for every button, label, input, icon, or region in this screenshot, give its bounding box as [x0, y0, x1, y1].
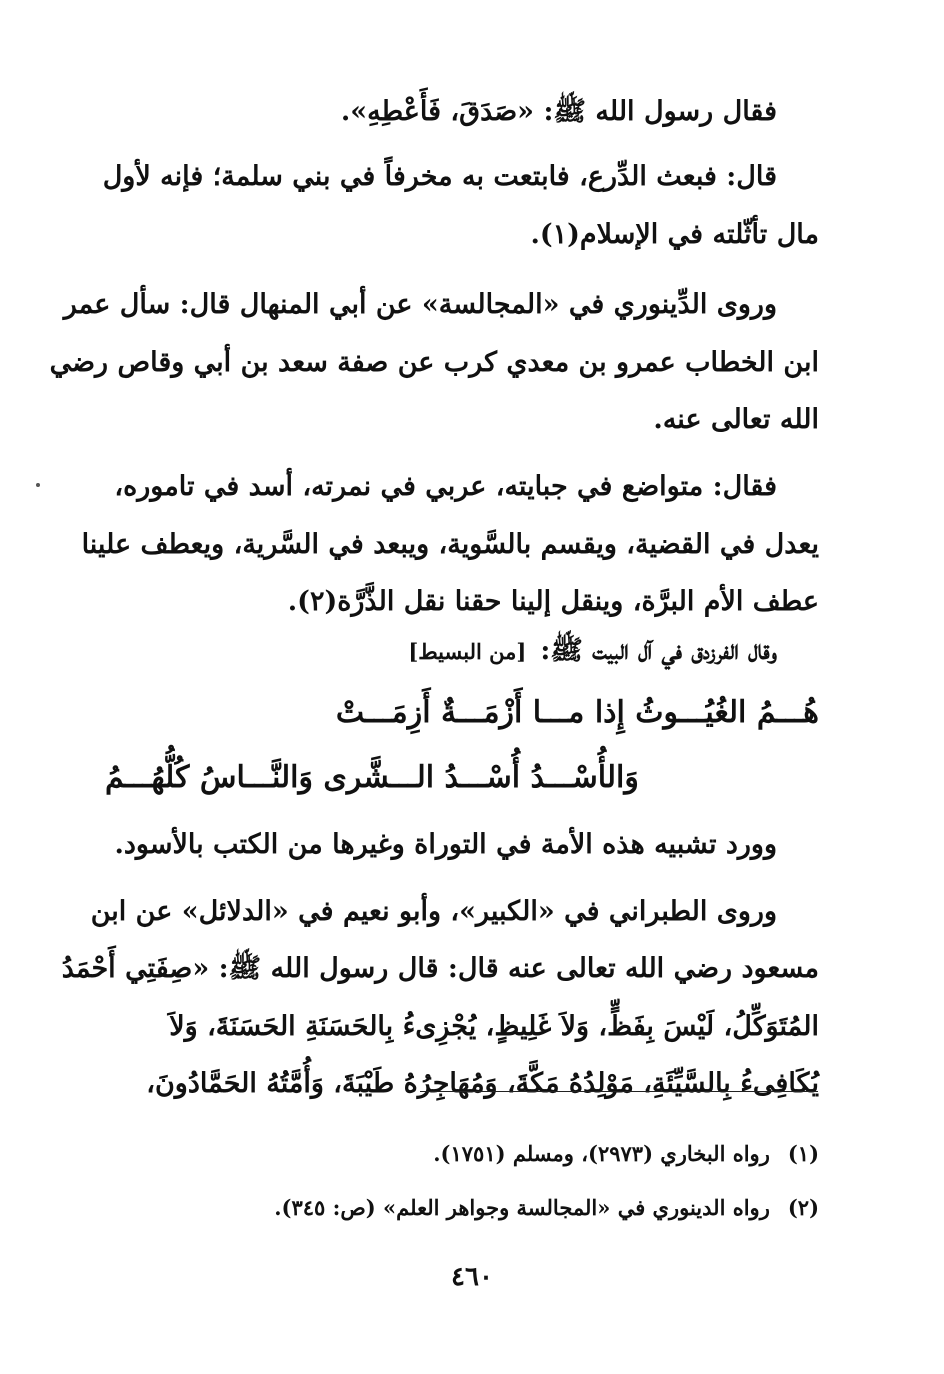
text-line: المُتَوَكِّلُ، لَيْسَ بِفَظٍّ، وَلاَ غَلِيظٍ، يُجْزِىءُ بِالحَسَنَةِ الحَسَنَةَ، وَلاَ	[169, 1011, 819, 1042]
text-line: الله تعالى عنه.	[653, 404, 819, 435]
poetic-meter: [من البسيط]	[408, 639, 527, 664]
text-line: فقال: متواضع في جبايته، عربي في نمرته، أسد في تاموره،	[114, 471, 777, 502]
text-line: فقال رسول الله ﷺ: «صَدَقَ، فَأَعْطِهِ».	[340, 96, 777, 127]
footnote-text: رواه البخاري (٢٩٧٣)، ومسلم (١٧٥١).	[433, 1141, 770, 1166]
poem-intro-text: وقال الفرزدق في آل البيت ﷺ:	[540, 635, 777, 666]
text-line: وروى الطبراني في «الكبير»، وأبو نعيم في «الدلائل» عن ابن	[90, 896, 777, 927]
footnote-number: (١)	[787, 1141, 819, 1166]
verse-first-hemistich: هُـــمُ الغُيُـــوثُ إِذا مـــا أَزْمَـــةٌ أَزِمَـــتْ	[335, 695, 819, 730]
verse-second-hemistich: وَالأُسْـــدُ أُسْـــدُ الـــشَّرى وَالنَّـــاسُ كُلُّهُـــمُ	[105, 760, 639, 795]
footnote-text: رواه الدينوري في «المجالسة وجواهر العلم» (ص: ٣٤٥).	[274, 1195, 770, 1220]
footnote-number: (٢)	[787, 1195, 819, 1220]
footnote-divider	[420, 1091, 818, 1092]
text-line: عطف الأم البرَّة، وينقل إلينا حقنا نقل الذَّرَّة(٢).	[287, 586, 819, 617]
text-line: ابن الخطاب عمرو بن معدي كرب عن صفة سعد بن أبي وقاص رضي	[49, 347, 819, 378]
text-line: وروى الدِّينوري في «المجالسة» عن أبي المنهال قال: سأل عمر	[63, 289, 777, 320]
page-number: ٤٦٠	[451, 1262, 493, 1292]
footnote-1	[433, 1138, 819, 1170]
text-line: يعدل في القضية، ويقسم بالسَّوية، ويبعد في السَّرية، ويعطف علينا	[81, 529, 819, 560]
scan-speck	[36, 483, 40, 487]
text-line: وورد تشبيه هذه الأمة في التوراة وغيرها من الكتب بالأسود.	[114, 829, 777, 860]
text-line: مال تأثّلته في الإسلام(١).	[530, 219, 819, 250]
text-line: مسعود رضي الله تعالى عنه قال: قال رسول الله ﷺ: «صِفَتِي أَحْمَدُ	[61, 953, 819, 984]
text-line: قال: فبعث الدِّرع، فابتعت به مخرفاً في بني سلمة؛ فإنه لأول	[102, 161, 777, 192]
text-line: يُكَافِىءُ بِالسَّيِّئَةِ، مَوْلِدُهُ مَكَّةَ، وَمُهَاجِرُهُ طَيْبَةَ، وَأُمَّتُهُ الحَمَّادُونَ،	[146, 1068, 819, 1099]
poem-intro	[105, 631, 819, 672]
footnote-2	[274, 1192, 819, 1224]
